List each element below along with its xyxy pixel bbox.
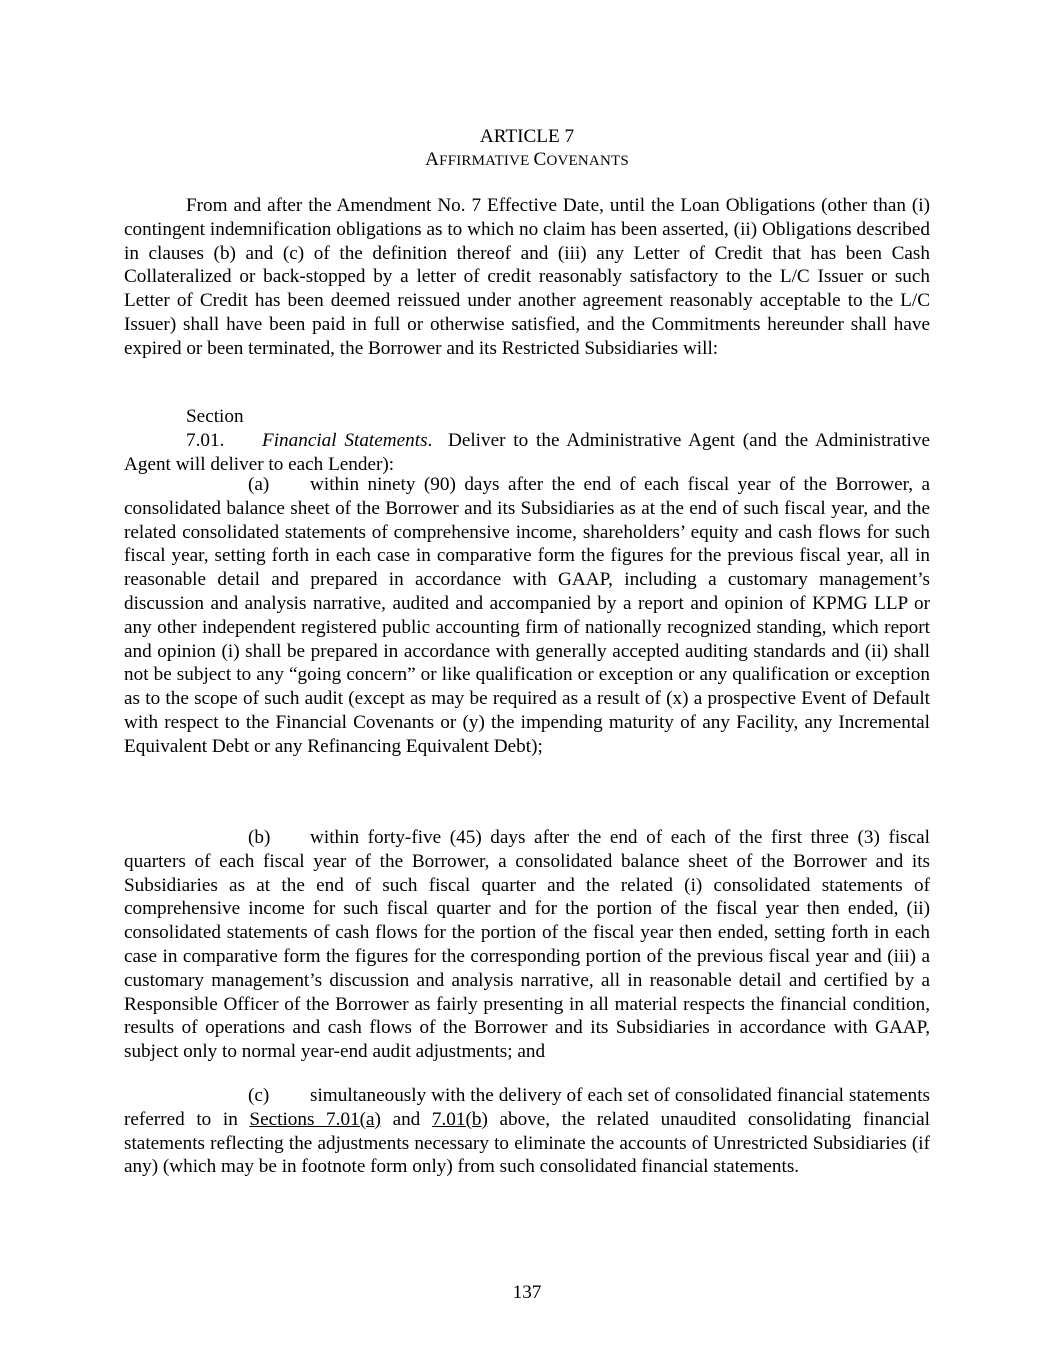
article-title-second-cap: C <box>533 149 547 170</box>
article-number: ARTICLE 7 <box>479 126 575 147</box>
section-text: Deliver to the Administrative Agent (and the Administrative Agent will deliver to each Lender): <box>124 429 930 475</box>
clause-c-label: (c) <box>248 1085 270 1106</box>
section-7-01-b-reference[interactable]: 7.01(b) <box>431 1108 488 1130</box>
clause-c-text-between: and <box>392 1108 421 1130</box>
clause-a-label: (a) <box>248 474 270 495</box>
page-number: 137 <box>512 1282 542 1303</box>
clause-c-paragraph <box>124 1084 930 1179</box>
section-title-period: . <box>427 429 433 451</box>
article-title <box>124 150 930 171</box>
article-title-first-rest: FFIRMATIVE <box>439 153 530 169</box>
clause-c-text-after: above, the related unaudited consolidating financial statements reflecting the adjustments necessary to eliminate the accounts of Unrestricted Subsidiaries (if any) (which may be in footnote form only) from such consolidated financial statements. <box>124 1108 930 1178</box>
clause-b-text: within forty-five (45) days after the end of each of the first three (3) fiscal quarters of each fiscal year of the Borrower, a consolidated balance sheet of the Borrower and its Subsidiaries as at the end of such fiscal quarter and the related (i) consolidated statements of comprehensive income for such fiscal quarter and for the portion of the fiscal year then ended, (ii) consolidated statements of cash flows for the portion of the fiscal year then ended, setting forth in each case in comparative form the figures for the corresponding portion of the previous fiscal year and (iii) a customary management’s discussion and analysis narrative, all in reasonable detail and certified by a Responsible Officer of the Borrower as fairly presenting in all material respects the financial condition, results of operations and cash flows of the Borrower and its Subsidiaries in accordance with GAAP, subject only to normal year-end audit adjustments; and <box>124 827 930 1063</box>
section-7-01-a-reference[interactable]: Sections 7.01(a) <box>249 1108 381 1130</box>
clause-c-text-before: simultaneously with the delivery of each set of consolidated financial statements referred to in <box>124 1085 930 1130</box>
clause-b-paragraph <box>124 826 930 1064</box>
clause-a-paragraph <box>124 473 930 759</box>
clause-a-text: within ninety (90) days after the end of each fiscal year of the Borrower, a consolidated balance sheet of the Borrower and its Subsidiaries as at the end of such fiscal year, and the related consolidated statements of comprehensive income, shareholders’ equity and cash flows for such fiscal year, setting forth in each case in comparative form the figures for the previous fiscal year, all in reasonable detail and prepared in accordance with GAAP, including a customary management’s discussion and analysis narrative, audited and accompanied by a report and opinion of KPMG LLP or any other independent registered public accounting firm of nationally recognized standing, which report and opinion (i) shall be prepared in accordance with generally accepted auditing standards and (ii) shall not be subject to any “going concern” or like qualification or exception or any qualification or exception as to the scope of such audit (except as may be required as a result of (x) a prospective Event of Default with respect to the Financial Covenants or (y) the impending maturity of any Facility, any Incremental Equivalent Debt or any Refinancing Equivalent Debt); <box>124 474 930 757</box>
section-7-01-paragraph <box>124 405 930 476</box>
article-title-second-rest: OVENANTS <box>546 153 629 169</box>
section-title: Financial Statements <box>262 429 428 451</box>
intro-paragraph: From and after the Amendment No. 7 Effective Date, until the Loan Obligations (other than (i) contingent indemnification obligations as to which no claim has been asserted, (ii) Obligations described in clauses (b) and (c) of the definition thereof and (iii) any Letter of Credit that has been Cash Collateralized or back-stopped by a letter of credit reasonably satisfactory to the L/C Issuer or such Letter of Credit has been deemed reissued under another agreement reasonably acceptable to the L/C Issuer) shall have been paid in full or otherwise satisfied, and the Commitments hereunder shall have expired or been terminated, the Borrower and its Restricted Subsidiaries will: <box>124 195 930 359</box>
article-title-first-cap: A <box>425 149 440 170</box>
clause-b-label: (b) <box>248 827 271 848</box>
section-number: Section 7.01. <box>186 406 244 451</box>
